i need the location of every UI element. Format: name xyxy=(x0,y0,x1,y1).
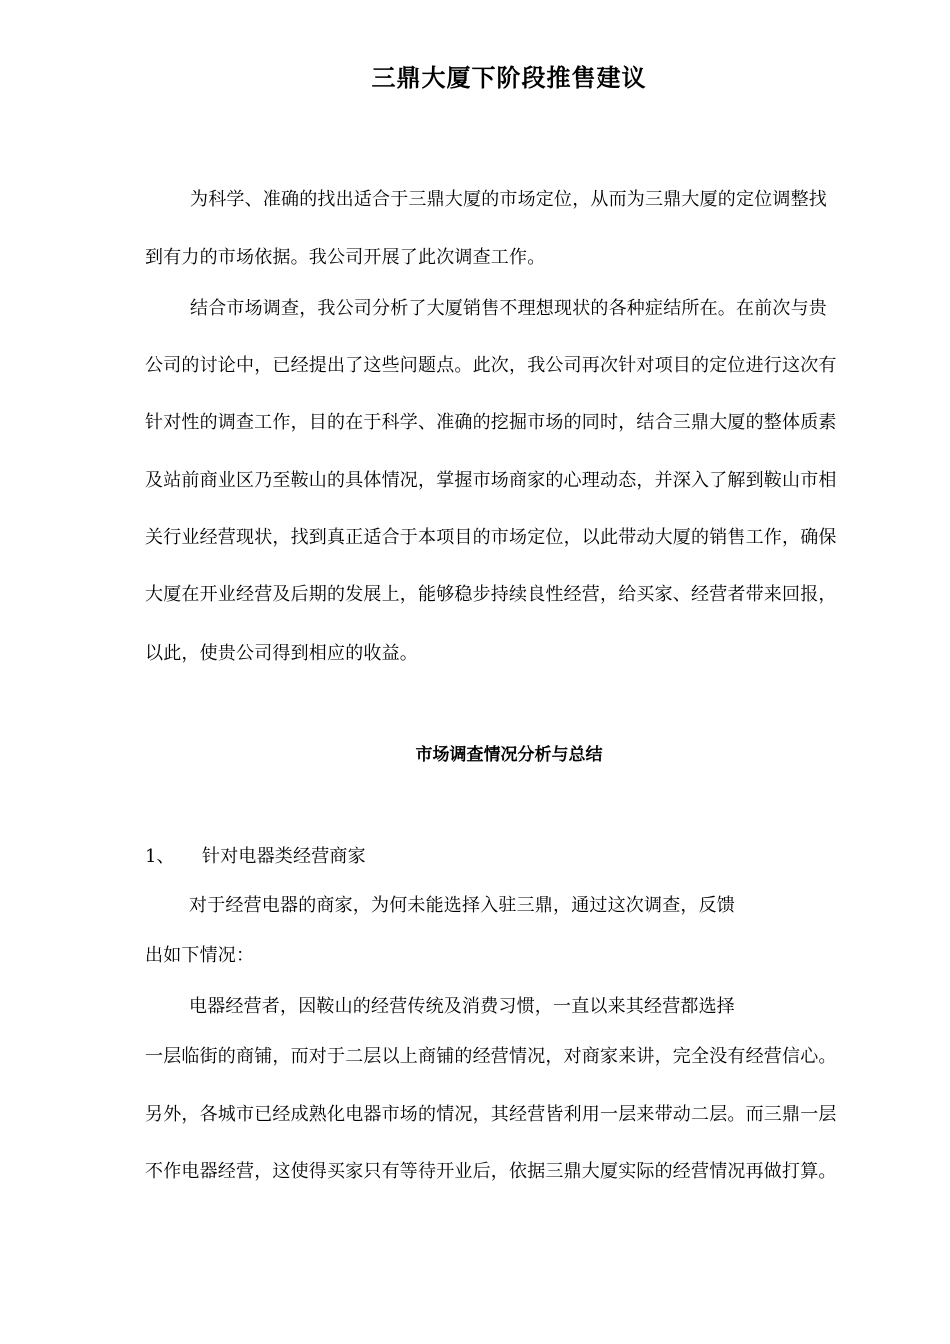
section-heading: 市场调查情况分析与总结 xyxy=(415,745,603,765)
paragraph-line: 公司的讨论中，已经提出了这些问题点。此次，我公司再次针对项目的定位进行这次有 xyxy=(145,355,837,376)
list-item-number: 1、 xyxy=(145,846,175,867)
paragraph-line: 到有力的市场依据。我公司开展了此次调查工作。 xyxy=(145,247,546,268)
paragraph-line: 对于经营电器的商家，为何未能选择入驻三鼎，通过这次调查，反馈 xyxy=(189,895,735,916)
paragraph-line: 另外，各城市已经成熟化电器市场的情况，其经营皆利用一层来带动二层。而三鼎一层 xyxy=(145,1104,837,1125)
paragraph-line: 为科学、准确的找出适合于三鼎大厦的市场定位，从而为三鼎大厦的定位调整找 xyxy=(190,189,827,210)
paragraph-line: 大厦在开业经营及后期的发展上，能够稳步持续良性经营，给买家、经营者带来回报， xyxy=(145,584,837,605)
list-item-title: 针对电器类经营商家 xyxy=(202,846,366,867)
paragraph-line: 不作电器经营，这使得买家只有等待开业后，依据三鼎大厦实际的经营情况再做打算。 xyxy=(145,1161,837,1182)
paragraph-line: 以此，使贵公司得到相应的收益。 xyxy=(145,643,418,664)
document-title: 三鼎大厦下阶段推售建议 xyxy=(371,64,647,92)
paragraph-line: 出如下情况： xyxy=(145,945,255,966)
paragraph-line: 关行业经营现状，找到真正适合于本项目的市场定位，以此带动大厦的销售工作，确保 xyxy=(145,527,837,548)
paragraph-line: 针对性的调查工作，目的在于科学、准确的挖掘市场的同时，结合三鼎大厦的整体质素 xyxy=(145,412,837,433)
paragraph-line: 电器经营者，因鞍山的经营传统及消费习惯，一直以来其经营都选择 xyxy=(189,996,735,1017)
paragraph-line: 结合市场调查，我公司分析了大厦销售不理想现状的各种症结所在。在前次与贵 xyxy=(190,298,827,319)
paragraph-line: 一层临街的商铺，而对于二层以上商铺的经营情况，对商家来讲，完全没有经营信心。 xyxy=(145,1046,837,1067)
paragraph-line: 及站前商业区乃至鞍山的具体情况，掌握市场商家的心理动态，并深入了解到鞍山市相 xyxy=(145,470,837,491)
